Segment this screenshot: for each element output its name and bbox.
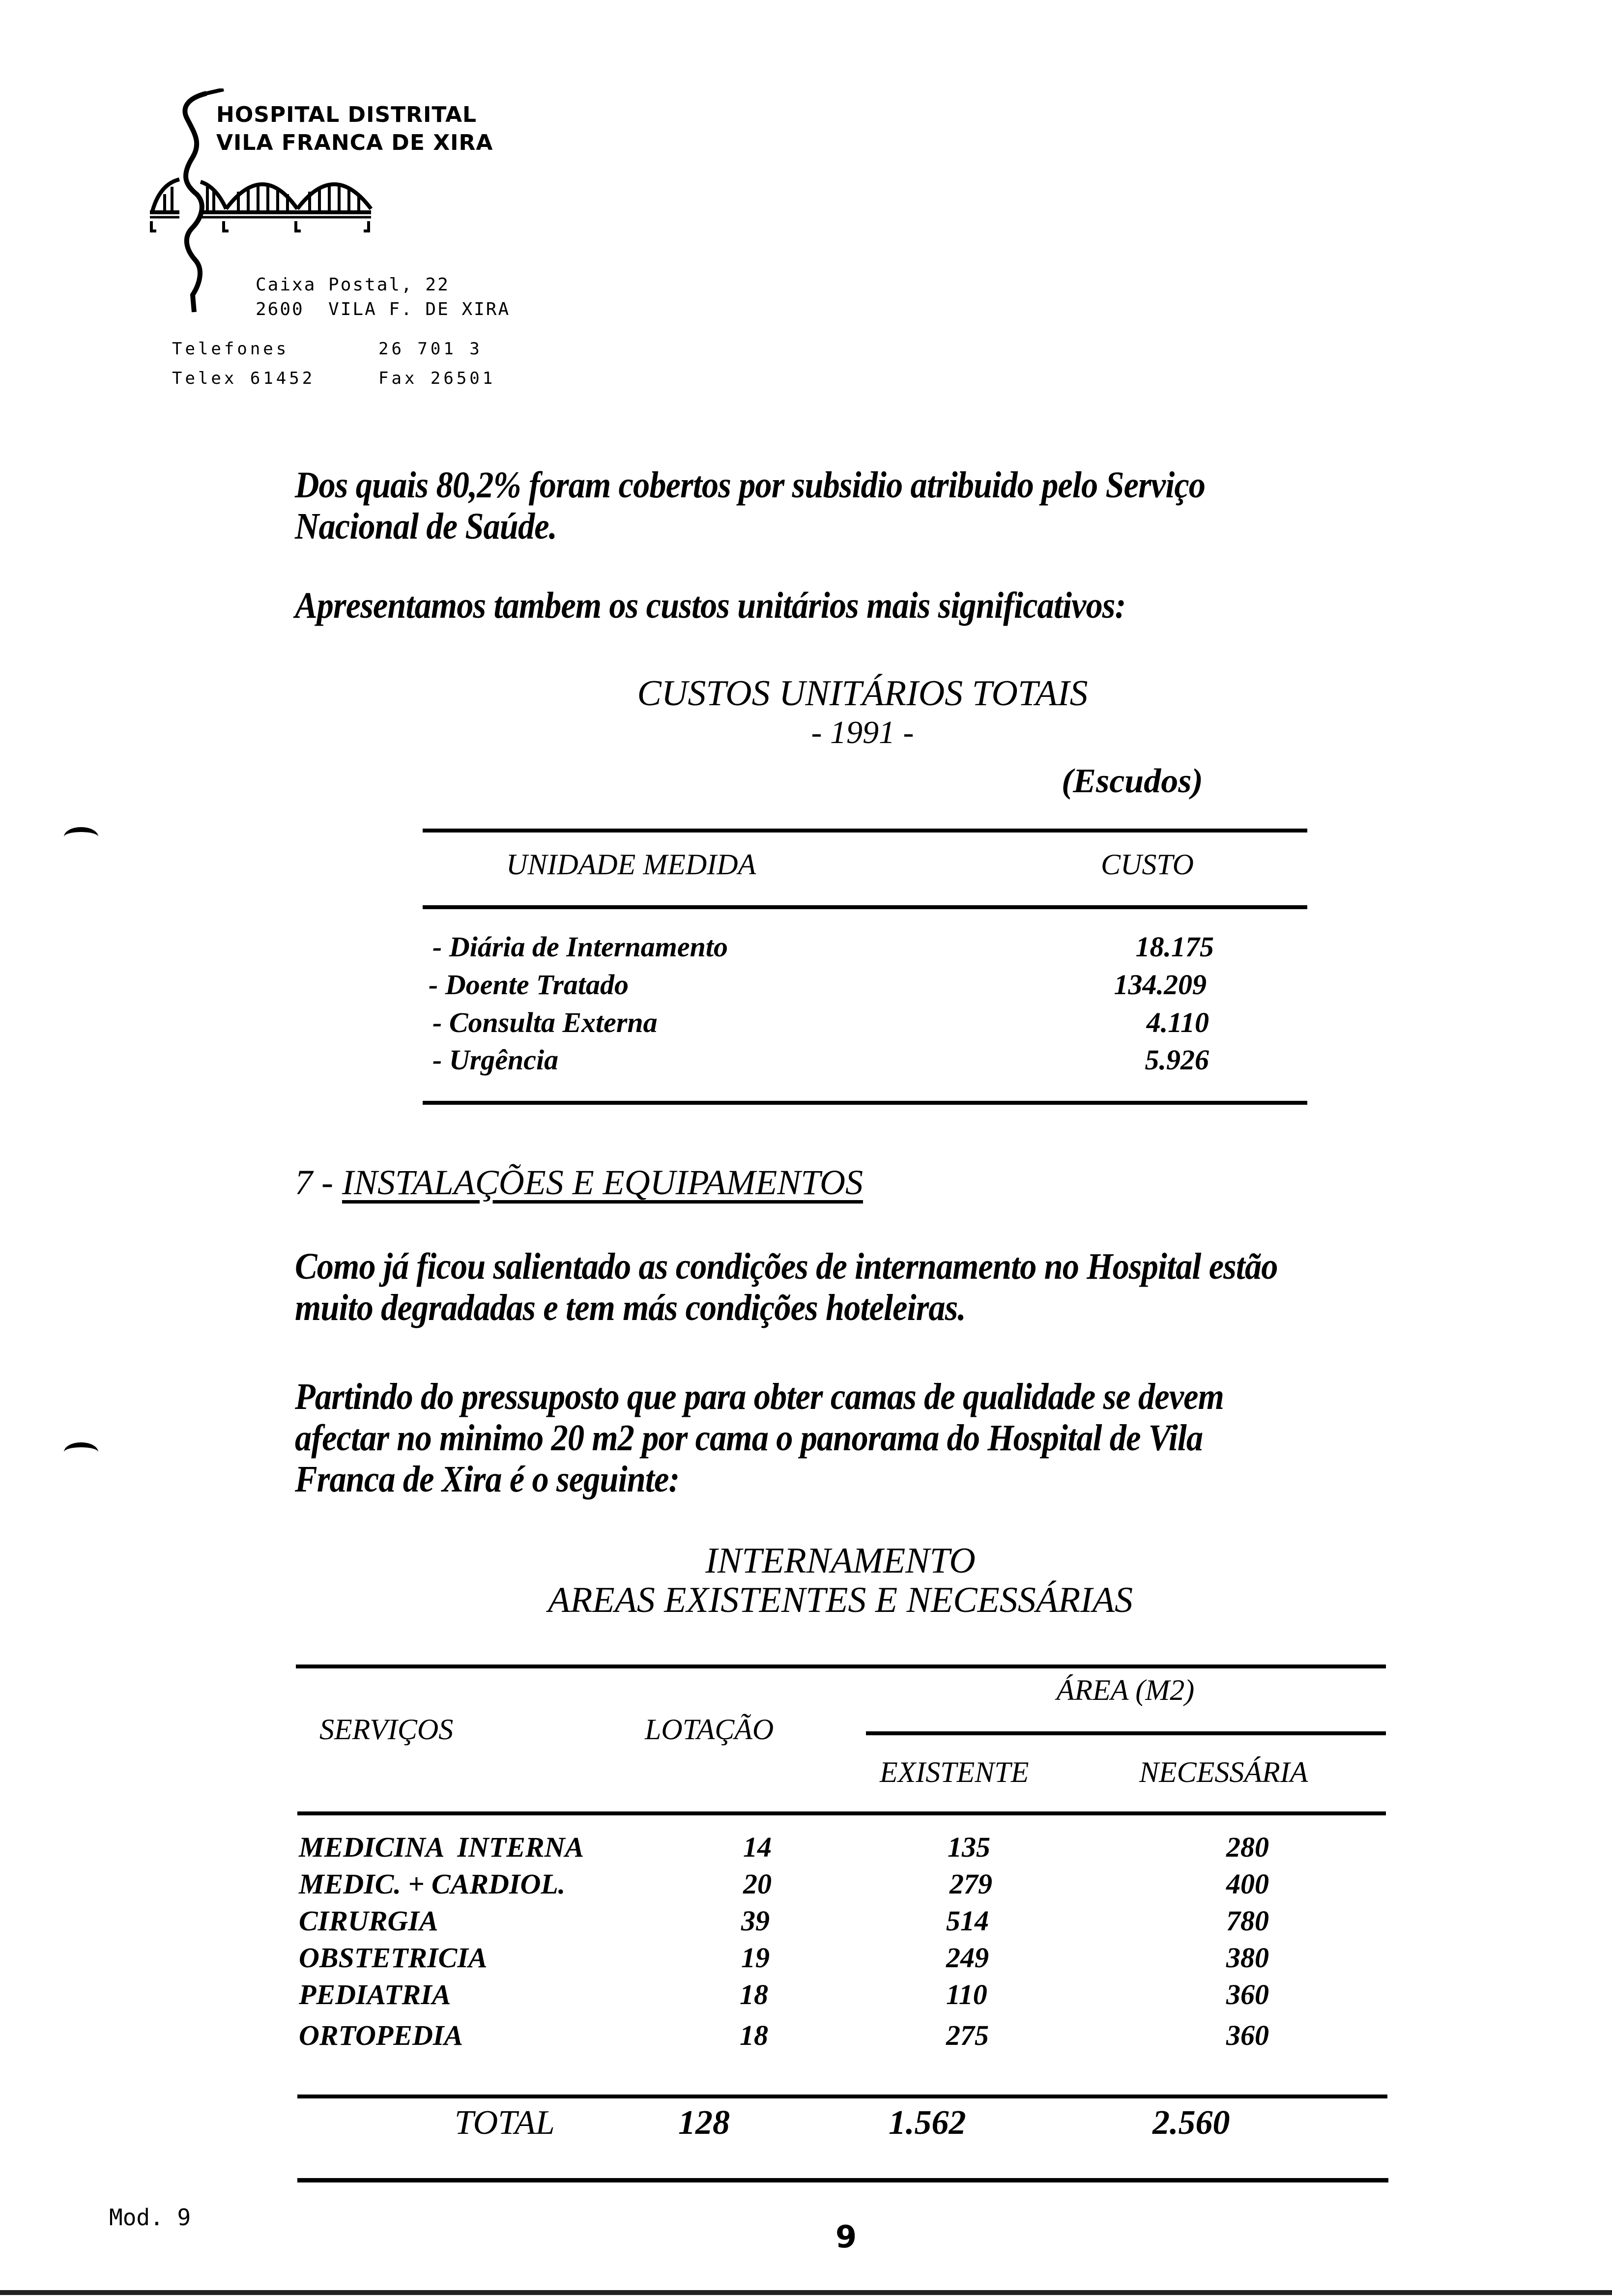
cell-servico: PEDIATRIA [299,1979,451,2010]
phone-value: 26 701 3 [378,339,483,359]
column-header-area-m2: ÁREA (M2) [1056,1674,1195,1706]
section-7-paragraph-panorama: Partindo do pressuposto que para obter camas de qualidade se devem afectar no minimo 20 m2 por cama o panorama do Hospital de Vila Franca de Xira é o seguinte: [295,1376,1224,1500]
table-rule [297,2095,1387,2098]
punch-hole-mark [64,827,98,847]
cell-existente: 135 [948,1831,990,1863]
table-rule [423,1101,1307,1105]
cell-lotacao: 19 [741,1942,770,1974]
total-existente: 1.562 [889,2104,966,2142]
unit-costs-currency: (Escudos) [1062,762,1203,800]
cell-necessaria: 360 [1226,1979,1269,2010]
total-necessaria: 2.560 [1152,2104,1230,2142]
cell-existente: 279 [950,1868,992,1900]
fax-number: Fax 26501 [378,369,496,388]
cell-necessaria: 280 [1226,1831,1269,1863]
row-label: - Consulta Externa [432,1006,658,1038]
row-value: 4.110 [1146,1006,1209,1038]
page-number: 9 [835,2219,857,2255]
cell-servico: CIRURGIA [299,1905,438,1937]
cell-lotacao: 14 [743,1831,772,1863]
form-code: Mod. 9 [109,2204,191,2231]
cell-servico: ORTOPEDIA [299,2019,463,2051]
hospital-name-line2: VILA FRANCA DE XIRA [216,130,493,155]
row-label: - Diária de Internamento [432,931,728,963]
column-header-servicos: SERVIÇOS [319,1713,454,1746]
row-value: 5.926 [1145,1044,1209,1076]
table-rule [866,1731,1386,1735]
cell-existente: 249 [946,1942,989,1974]
cell-existente: 275 [946,2019,989,2051]
column-header-existente: EXISTENTE [880,1756,1029,1788]
punch-hole-mark [64,1442,98,1462]
cell-existente: 110 [946,1979,987,2010]
cell-existente: 514 [946,1905,989,1937]
scan-edge [0,2290,1612,2295]
telex-number: Telex 61452 [172,369,316,388]
cell-lotacao: 20 [743,1868,772,1900]
cell-necessaria: 380 [1226,1942,1269,1974]
row-value: 18.175 [1135,931,1214,963]
unit-costs-year: - 1991 - [811,715,914,750]
total-lotacao: 128 [678,2104,730,2142]
row-label: - Urgência [432,1044,559,1076]
internamento-title: INTERNAMENTO [705,1541,976,1581]
section-7-heading [295,1162,863,1203]
cell-servico: MEDIC. + CARDIOL. [299,1868,566,1900]
phone-label: Telefones [172,339,289,359]
cell-lotacao: 39 [741,1905,770,1937]
section-title: INSTALAÇÕES E EQUIPAMENTOS [342,1163,864,1202]
cell-necessaria: 400 [1226,1868,1269,1900]
intro-paragraph-subsidy: Dos quais 80,2% foram cobertos por subsidio atribuido pelo Serviço Nacional de Saúde. [295,464,1206,547]
table-rule [423,905,1307,909]
cell-lotacao: 18 [740,2019,768,2051]
column-header-custo: CUSTO [1101,848,1194,881]
cell-necessaria: 780 [1226,1905,1269,1937]
total-label: TOTAL [455,2104,555,2142]
intro-paragraph-unit-costs: Apresentamos tambem os custos unitários mais significativos: [295,585,1126,626]
address-line1: Caixa Postal, 22 [256,275,450,295]
section-7-paragraph-conditions: Como já ficou salientado as condições de internamento no Hospital estão muito degradadas e tem más condições hoteleiras. [295,1246,1278,1328]
unit-costs-title: CUSTOS UNITÁRIOS TOTAIS [637,673,1088,714]
address-line2: 2600 VILA F. DE XIRA [256,299,511,319]
column-header-necessaria: NECESSÁRIA [1139,1756,1308,1788]
cell-servico: MEDICINA INTERNA [299,1831,584,1863]
table-rule [297,1811,1386,1815]
row-label: - Doente Tratado [429,969,629,1001]
hospital-name-line1: HOSPITAL DISTRITAL [216,102,477,127]
table-rule [297,2178,1388,2182]
cell-servico: OBSTETRICIA [299,1942,488,1974]
cell-lotacao: 18 [740,1979,768,2010]
table-rule [296,1665,1386,1668]
section-number: 7 - [295,1163,342,1202]
column-header-lotacao: LOTAÇÃO [645,1713,774,1746]
cell-necessaria: 360 [1226,2019,1269,2051]
row-value: 134.209 [1114,969,1207,1001]
internamento-subtitle: AREAS EXISTENTES E NECESSÁRIAS [548,1580,1133,1620]
table-rule [423,829,1307,832]
column-header-unidade-medida: UNIDADE MEDIDA [506,848,756,881]
